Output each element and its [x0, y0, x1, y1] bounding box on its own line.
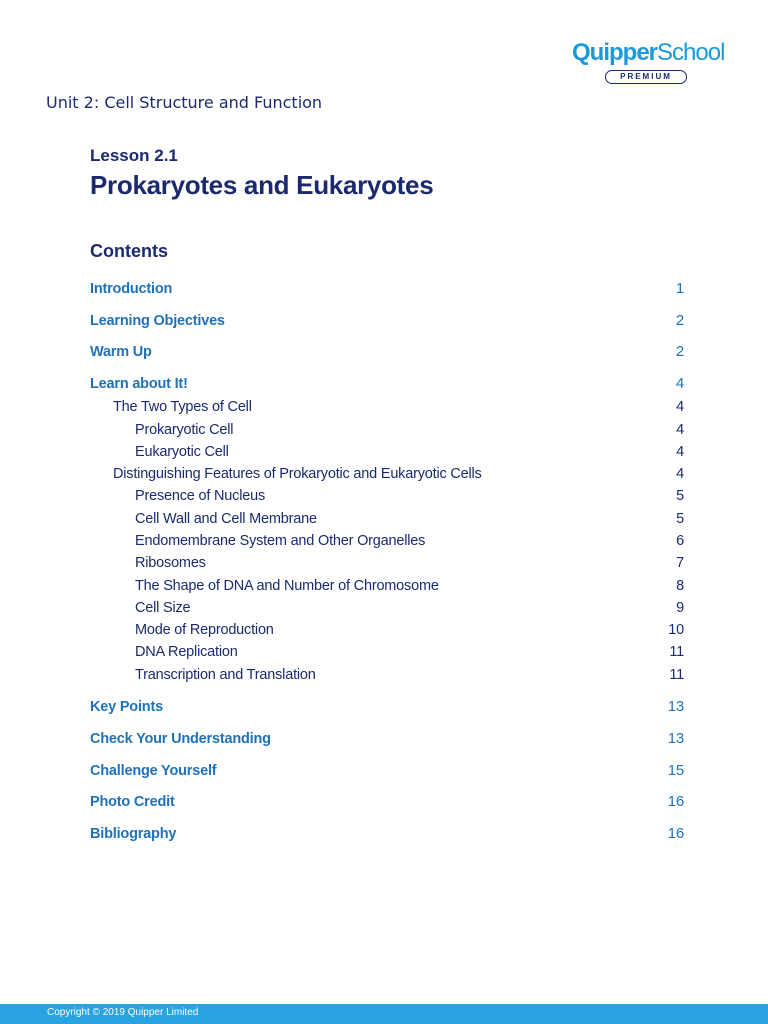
logo-quipper-text: Quipper [572, 39, 658, 66]
toc-entry [0, 641, 768, 663]
toc-entry-page-number: 8 [676, 578, 684, 594]
toc-entry [0, 508, 768, 530]
toc-entry[interactable] [0, 696, 768, 718]
toc-entry [0, 419, 768, 441]
toc-entry-label: Cell Wall and Cell Membrane [135, 511, 317, 527]
contents-heading: Contents [90, 241, 168, 261]
toc-entry-page-number: 4 [676, 399, 684, 415]
logo-wordmark [572, 38, 724, 68]
toc-entry-page-number: 15 [667, 762, 684, 779]
toc-entry[interactable] [0, 791, 768, 813]
toc-entry[interactable] [0, 278, 768, 300]
toc-entry[interactable] [0, 760, 768, 782]
quipper-school-logo [572, 38, 724, 88]
toc-entry-page-number: 4 [676, 466, 684, 482]
toc-entry-label: Distinguishing Features of Prokaryotic and Eukaryotic Cells [113, 466, 482, 482]
toc-entry-label[interactable]: Learn about It! [90, 376, 188, 392]
toc-entry-label[interactable]: Check Your Understanding [90, 731, 271, 747]
toc-entry-label: Cell Size [135, 600, 191, 616]
toc-entry[interactable] [0, 728, 768, 750]
toc-entry-label: The Shape of DNA and Number of Chromosome [135, 578, 439, 594]
lesson-label: Lesson 2.1 [90, 146, 178, 165]
toc-entry-page-number: 16 [667, 825, 684, 842]
toc-entry-label: Prokaryotic Cell [135, 422, 234, 438]
unit-title: Unit 2: Cell Structure and Function [46, 93, 323, 112]
toc-entry-label: Mode of Reproduction [135, 622, 274, 638]
toc-entry-page-number: 7 [676, 555, 684, 571]
toc-entry-page-number: 11 [669, 644, 684, 660]
toc-entry-label[interactable]: Learning Objectives [90, 313, 225, 329]
toc-entry [0, 396, 768, 418]
toc-entry-page-number: 1 [675, 280, 684, 297]
toc-entry-label: Presence of Nucleus [135, 488, 265, 504]
toc-entry-label[interactable]: Warm Up [90, 344, 152, 360]
logo-school-text: School [657, 39, 725, 66]
toc-entry [0, 463, 768, 485]
lesson-title: Prokaryotes and Eukaryotes [90, 170, 434, 200]
toc-entry [0, 485, 768, 507]
toc-entry[interactable] [0, 341, 768, 363]
toc-entry-page-number: 4 [676, 444, 684, 460]
toc-entry-label[interactable]: Bibliography [90, 826, 177, 842]
premium-badge: PREMIUM [605, 70, 687, 84]
toc-entry-label: The Two Types of Cell [113, 399, 252, 415]
toc-entry [0, 530, 768, 552]
toc-entry-label: DNA Replication [135, 644, 238, 660]
toc-entry [0, 619, 768, 641]
toc-entry-page-number: 2 [675, 312, 684, 329]
toc-entry[interactable] [0, 823, 768, 845]
toc-entry-label[interactable]: Challenge Yourself [90, 763, 217, 779]
toc-entry-page-number: 5 [676, 488, 684, 504]
toc-entry-label: Endomembrane System and Other Organelles [135, 533, 426, 549]
toc-entry-page-number: 4 [676, 422, 684, 438]
toc-entry-label[interactable]: Introduction [90, 281, 173, 297]
toc-entry [0, 597, 768, 619]
footer-bar [0, 1004, 768, 1024]
copyright-text: Copyright © 2019 Quipper Limited [47, 1007, 199, 1018]
toc-entry-page-number: 6 [676, 533, 684, 549]
toc-entry-page-number: 13 [667, 698, 684, 715]
toc-entry-page-number: 5 [676, 511, 684, 527]
toc-entry-label[interactable]: Key Points [90, 699, 163, 715]
toc-entry-label: Transcription and Translation [135, 667, 316, 683]
toc-entry-page-number: 9 [676, 600, 684, 616]
toc-entry-page-number: 16 [667, 793, 684, 810]
toc-entry-page-number: 10 [668, 622, 684, 638]
toc-entry [0, 441, 768, 463]
toc-entry-page-number: 2 [675, 343, 684, 360]
toc-entry-label: Eukaryotic Cell [135, 444, 229, 460]
toc-entry-label: Ribosomes [135, 555, 206, 571]
toc-entry [0, 664, 768, 686]
toc-entry [0, 575, 768, 597]
toc-entry-label[interactable]: Photo Credit [90, 794, 175, 810]
toc-entry-page-number: 11 [669, 667, 684, 683]
toc-entry[interactable] [0, 310, 768, 332]
toc-entry[interactable] [0, 373, 768, 395]
toc-entry [0, 552, 768, 574]
toc-entry-page-number: 4 [675, 375, 684, 392]
toc-entry-page-number: 13 [667, 730, 684, 747]
